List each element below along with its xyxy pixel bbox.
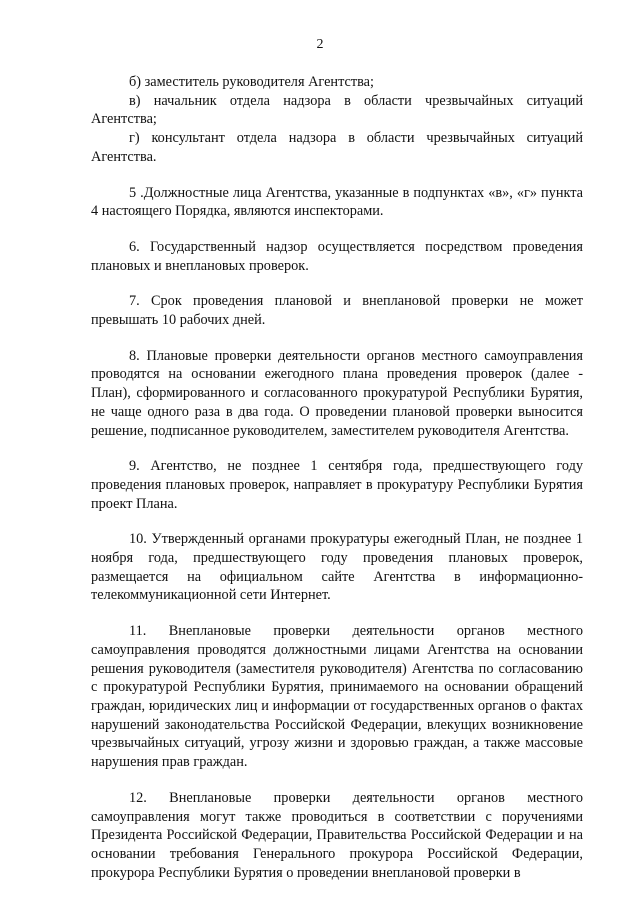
document-body	[91, 73, 583, 882]
list-item-consultant: г) консультант отдела надзора в области чрезвычайных ситуаций Агентства.	[91, 130, 583, 165]
paragraph-11: 11. Внеплановые проверки деятельности органов местного самоуправления проводятся должностными лицами Агентства на основании решения руководителя (заместителя руководителя) Агентства по согласованию с прокуратурой Республики Бурятия, принимаемого на основании обращений граждан, юридических лиц и информации от государственных органов о фактах нарушений законодательства Российской Федерации, влекущих возникновение чрезвычайных ситуаций, угрозу жизни и здоровью граждан, а также массовые нарушения прав граждан.	[91, 623, 583, 771]
paragraph-9: 9. Агентство, не позднее 1 сентября года, предшествующего году проведения плановых проверок, направляет в прокуратуру Республики Бурятия проект Плана.	[91, 458, 583, 512]
paragraph-6: 6. Государственный надзор осуществляется посредством проведения плановых и внеплановых проверок.	[91, 238, 583, 274]
list-item-head-of-department: в) начальник отдела надзора в области чрезвычайных ситуаций Агентства;	[91, 92, 583, 128]
page-number: 2	[316, 37, 324, 52]
paragraph-7: 7. Срок проведения плановой и внеплановой проверки не может превышать 10 рабочих дней.	[91, 293, 583, 329]
paragraph-12: 12. Внеплановые проверки деятельности органов местного самоуправления могут также проводиться в соответствии с поручениями Президента Российской Федерации, Правительства Российской Федерации и на основании требования Генерального прокурора Российской Федерации, прокурора Республики Бурятия о проведении внеплановой проверки в	[91, 789, 583, 881]
paragraph-5: 5 .Должностные лица Агентства, указанные в подпунктах «в», «г» пункта 4 настоящего Порядка, являются инспекторами.	[91, 184, 583, 220]
paragraph-8: 8. Плановые проверки деятельности органов местного самоуправления проводятся на основании ежегодного плана проведения проверок (далее - План), сформированного и согласованного прокуратурой Республики Бурятия, не чаще одного раза в два года. О проведении плановой проверки выносится решение, подписанное руководителем, заместителем руководителя Агентства.	[91, 347, 583, 439]
list-item-deputy-head: б) заместитель руководителя Агентства;	[129, 74, 374, 90]
paragraph-10: 10. Утвержденный органами прокуратуры ежегодный План, не позднее 1 ноября года, предшествующего году проведения плановых проверок, размещается на официальном сайте Агентства в информационно-телекоммуникационной сети Интернет.	[91, 531, 583, 604]
